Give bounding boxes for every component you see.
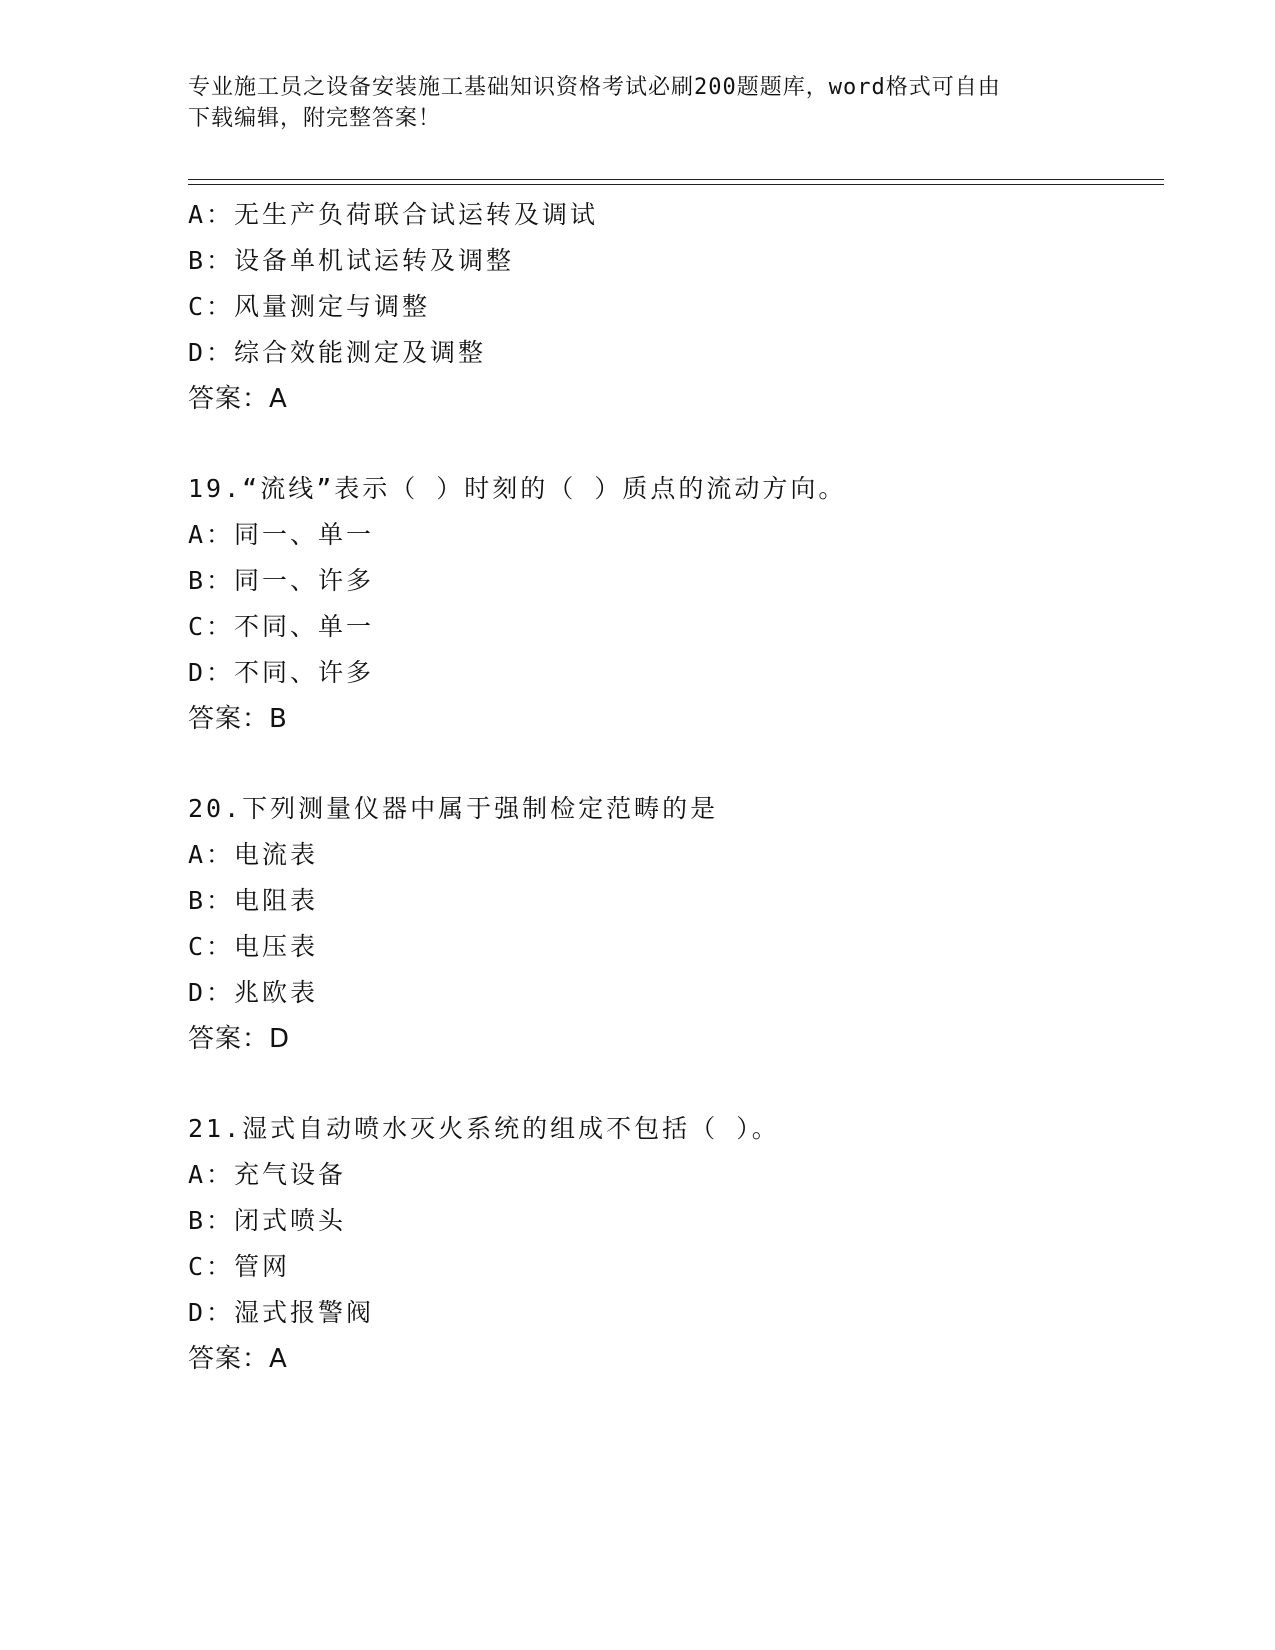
question-stem: 21.湿式自动喷水灭火系统的组成不包括（ ）。 [188,1114,780,1143]
answer: 答案：A [188,384,288,414]
question-stem: 19.“流线”表示（ ）时刻的（ ）质点的流动方向。 [188,474,847,503]
option-d: D：湿式报警阀 [188,1298,375,1327]
question-block [188,466,1148,742]
answer: 答案：B [188,704,288,734]
question-stem: 20.下列测量仪器中属于强制检定范畴的是 [188,794,719,823]
option-a: A：无生产负荷联合试运转及调试 [188,200,599,229]
question-block [188,1106,1148,1382]
spacer [188,742,1148,786]
header-line-1: 专业施工员之设备安装施工基础知识资格考试必刷200题题库，word格式可自由 [188,75,1001,100]
option-c: C：电压表 [188,932,319,961]
option-b: B：同一、许多 [188,566,375,595]
header-line-2: 下载编辑，附完整答案！ [188,106,442,131]
option-d: D：综合效能测定及调整 [188,338,487,367]
option-d: D：不同、许多 [188,658,375,687]
header-rule-bottom [188,184,1164,185]
option-a: A：同一、单一 [188,520,375,549]
document-header [188,72,1088,134]
header-rule-top [188,179,1164,180]
option-d: D：兆欧表 [188,978,319,1007]
question-block [188,192,1148,422]
option-c: C：风量测定与调整 [188,292,431,321]
option-b: B：设备单机试运转及调整 [188,246,515,275]
spacer [188,422,1148,466]
option-c: C：管网 [188,1252,291,1281]
answer: 答案：D [188,1024,291,1054]
answer: 答案：A [188,1344,288,1374]
option-b: B：闭式喷头 [188,1206,347,1235]
question-list [188,192,1148,1382]
option-a: A：充气设备 [188,1160,347,1189]
question-block [188,786,1148,1062]
option-c: C：不同、单一 [188,612,375,641]
option-a: A：电流表 [188,840,319,869]
spacer [188,1062,1148,1106]
option-b: B：电阻表 [188,886,319,915]
